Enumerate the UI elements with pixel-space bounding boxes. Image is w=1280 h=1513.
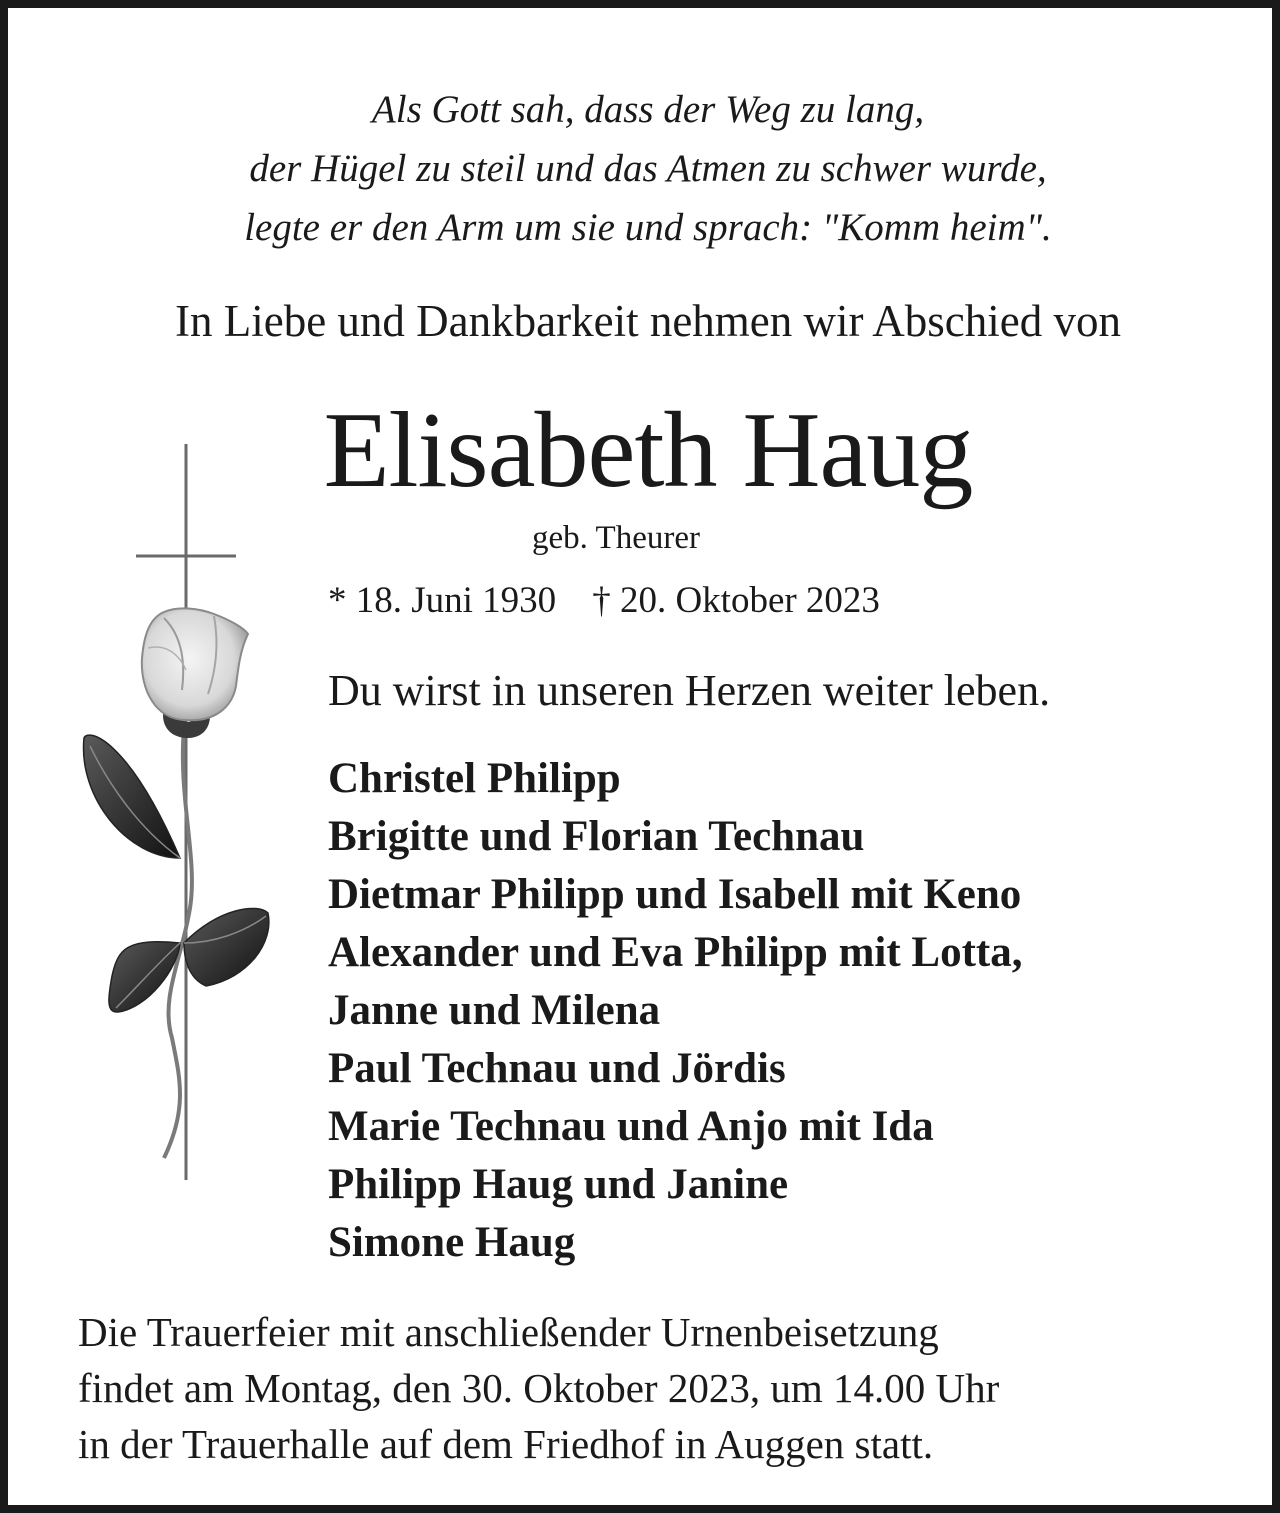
mourner-item: Janne und Milena — [328, 987, 661, 1034]
mourner-item: Marie Technau und Anjo mit Ida — [328, 1103, 934, 1150]
ceremony-line: findet am Montag, den 30. Oktober 2023, um 14.00 Uhr — [78, 1365, 1000, 1411]
poem — [8, 80, 1280, 257]
poem-line: der Hügel zu steil und das Atmen zu schwer wurde, — [249, 147, 1047, 190]
mourner-item: Brigitte und Florian Technau — [328, 813, 865, 860]
mourner-item: Philipp Haug und Janine — [328, 1161, 789, 1208]
mourner-item: Paul Technau und Jördis — [328, 1045, 786, 1092]
cross-and-rose-artwork — [68, 438, 288, 1198]
mourner-item: Christel Philipp — [328, 755, 621, 802]
memorial-motto: Du wirst in unseren Herzen weiter leben. — [328, 666, 1051, 715]
death-date: † 20. Oktober 2023 — [592, 580, 880, 621]
poem-line: legte er den Arm um sie und sprach: "Komm heim". — [244, 206, 1052, 249]
mourner-item: Dietmar Philipp und Isabell mit Keno — [328, 871, 1022, 918]
maiden-name: geb. Theurer — [532, 520, 700, 556]
birth-date: * 18. Juni 1930 — [328, 580, 557, 621]
mourner-item: Alexander und Eva Philipp mit Lotta, — [328, 929, 1023, 976]
farewell-intro: In Liebe und Dankbarkeit nehmen wir Abschied von — [175, 296, 1121, 346]
life-dates — [328, 576, 880, 626]
deceased-name: Elisabeth Haug — [323, 391, 973, 510]
ceremony-line: in der Trauerhalle auf dem Friedhof in Auggen statt. — [78, 1421, 934, 1467]
poem-line: Als Gott sah, dass der Weg zu lang, — [371, 88, 925, 131]
ceremony-info — [78, 1304, 999, 1472]
rose-icon — [84, 608, 269, 1158]
mourner-item: Simone Haug — [328, 1219, 576, 1266]
ceremony-line: Die Trauerfeier mit anschließender Urnenbeisetzung — [78, 1309, 939, 1355]
mourners-list — [328, 750, 1023, 1272]
